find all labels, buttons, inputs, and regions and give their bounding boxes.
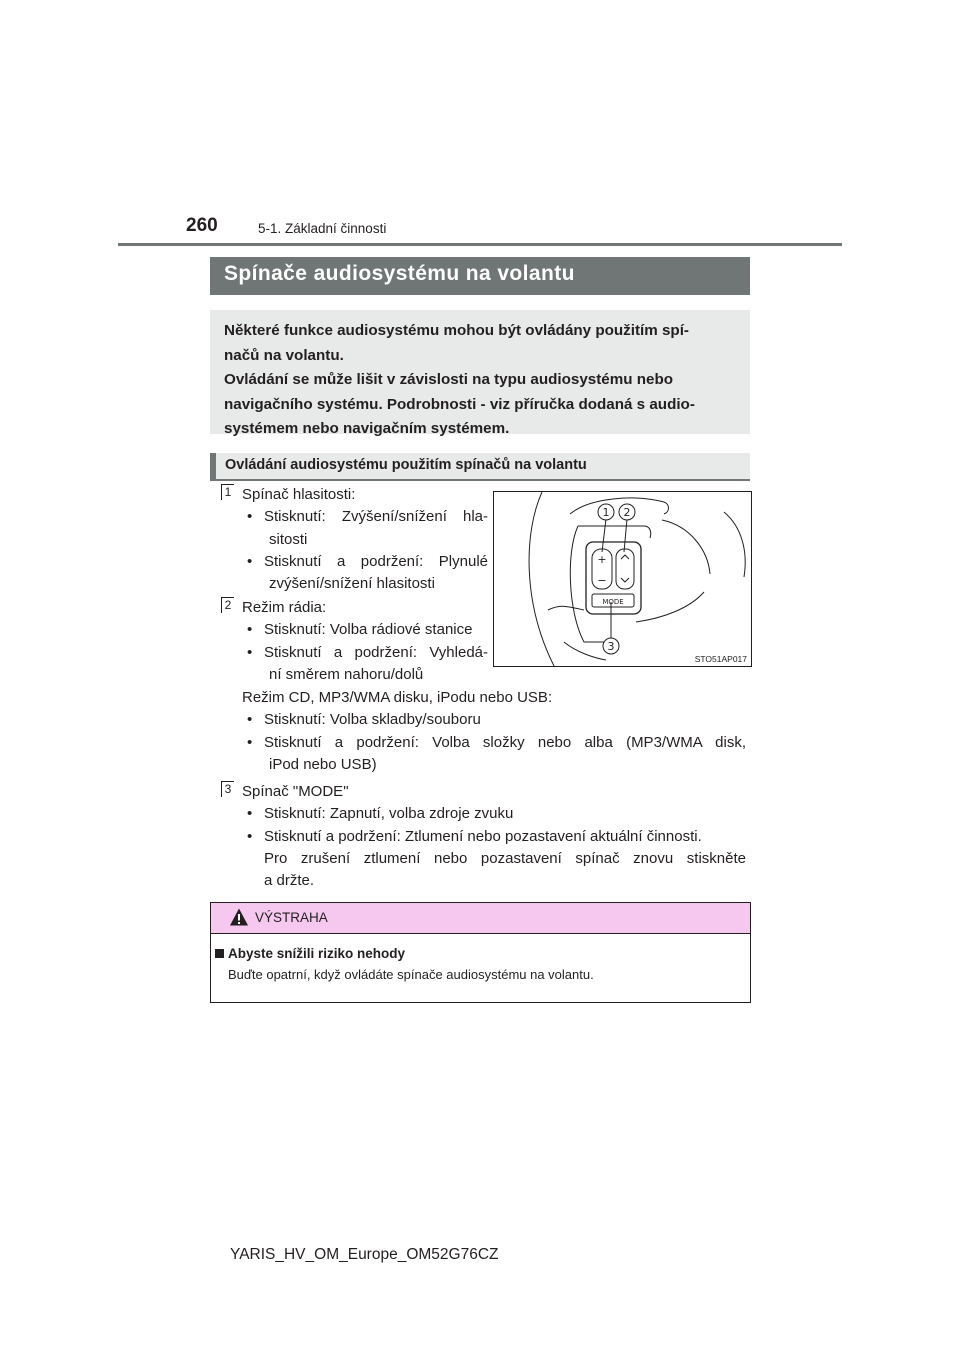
header-rule: [118, 243, 842, 246]
item-1-bullet-cont: zvýšení/snížení hlasitosti: [269, 575, 435, 593]
item-2: [242, 597, 488, 686]
section-title: Spínače audiosystému na volantu: [224, 262, 575, 285]
item-2-title: Režim rádia:: [242, 599, 327, 616]
item-1-title: Spínač hlasitosti:: [242, 486, 356, 503]
page-number: 260: [186, 215, 218, 236]
document-footer: YARIS_HV_OM_Europe_OM52G76CZ: [230, 1246, 499, 1263]
steering-switch-figure: [493, 491, 752, 667]
steering-wheel-illustration: [494, 492, 751, 666]
svg-text:+: +: [597, 553, 607, 566]
callout-3: 3: [607, 640, 615, 653]
item-1-bullet: • Stisknutí a podržení: Plynulé: [247, 551, 488, 573]
section-title-bar: [210, 257, 750, 295]
item-2-cd-bullet-cont: iPod nebo USB): [269, 755, 377, 773]
item-3-title: Spínač "MODE": [242, 783, 349, 800]
intro-line: načů na volantu.: [224, 346, 344, 364]
warning-header-text: VÝSTRAHA: [255, 910, 328, 925]
warning-box: [210, 902, 751, 1003]
warning-body: Buďte opatrní, když ovládáte spínače audiosystému na volantu.: [228, 967, 594, 982]
item-2-cd: [242, 687, 746, 776]
item-number-3: 3: [221, 781, 234, 797]
intro-line: Některé funkce audiosystému mohou být ovládány použitím spí-: [224, 322, 689, 339]
item-2-bullet: • Stisknutí: Volba rádiové stanice: [247, 619, 488, 641]
intro-line: systémem nebo navigačním systémem.: [224, 420, 510, 437]
intro-text: [224, 319, 738, 442]
warning-header: [211, 903, 750, 934]
item-3-bullet: • Stisknutí: Zapnutí, volba zdroje zvuku: [247, 803, 746, 825]
callout-2: 2: [623, 506, 631, 519]
item-1: [242, 484, 488, 595]
item-2-cd-bullet: • Stisknutí: Volba skladby/souboru: [247, 709, 746, 731]
item-3-bullet-cont: Pro zrušení ztlumení nebo pozastavení spínač znovu stiskněte: [264, 849, 746, 867]
item-2-bullet: • Stisknutí a podržení: Vyhledá-: [247, 642, 488, 664]
item-1-bullet: • Stisknutí: Zvýšení/snížení hla-: [247, 506, 488, 528]
warning-triangle-icon: [229, 907, 249, 927]
item-2-cd-bullet: • Stisknutí a podržení: Volba složky nebo alba (MP3/WMA disk,: [247, 732, 746, 754]
intro-box: [210, 310, 750, 437]
mode-label: MODE: [602, 598, 624, 606]
item-1-bullet-cont: sitosti: [269, 530, 308, 548]
intro-line: Ovládání se může lišit v závislosti na typu audiosystému nebo: [224, 371, 674, 388]
square-bullet-icon: [215, 949, 224, 958]
item-3: [242, 781, 746, 892]
item-3-bullet: • Stisknutí a podržení: Ztlumení nebo pozastavení aktuální činnosti.: [247, 826, 746, 848]
item-2-bullet-cont: ní směrem nahoru/dolů: [269, 665, 424, 683]
svg-text:−: −: [597, 574, 607, 587]
item-2-cd-title: Režim CD, MP3/WMA disku, iPodu nebo USB:: [242, 689, 553, 706]
warning-title-text: Abyste snížili riziko nehody: [228, 946, 406, 961]
warning-title: [215, 946, 405, 961]
subsection-accent: [210, 453, 216, 479]
item-number-2: 2: [221, 597, 234, 613]
intro-line: navigačního systému. Podrobnosti - viz příručka dodaná s audio-: [224, 395, 695, 413]
figure-caption: STO51AP017: [694, 654, 747, 664]
subsection-bar: [210, 453, 750, 481]
callout-1: 1: [602, 506, 610, 519]
section-reference: 5-1. Základní činnosti: [258, 221, 387, 236]
subsection-title: Ovládání audiosystému použitím spínačů na volantu: [225, 457, 587, 473]
item-number-1: 1: [221, 484, 234, 500]
item-3-bullet-cont: a držte.: [264, 872, 315, 890]
